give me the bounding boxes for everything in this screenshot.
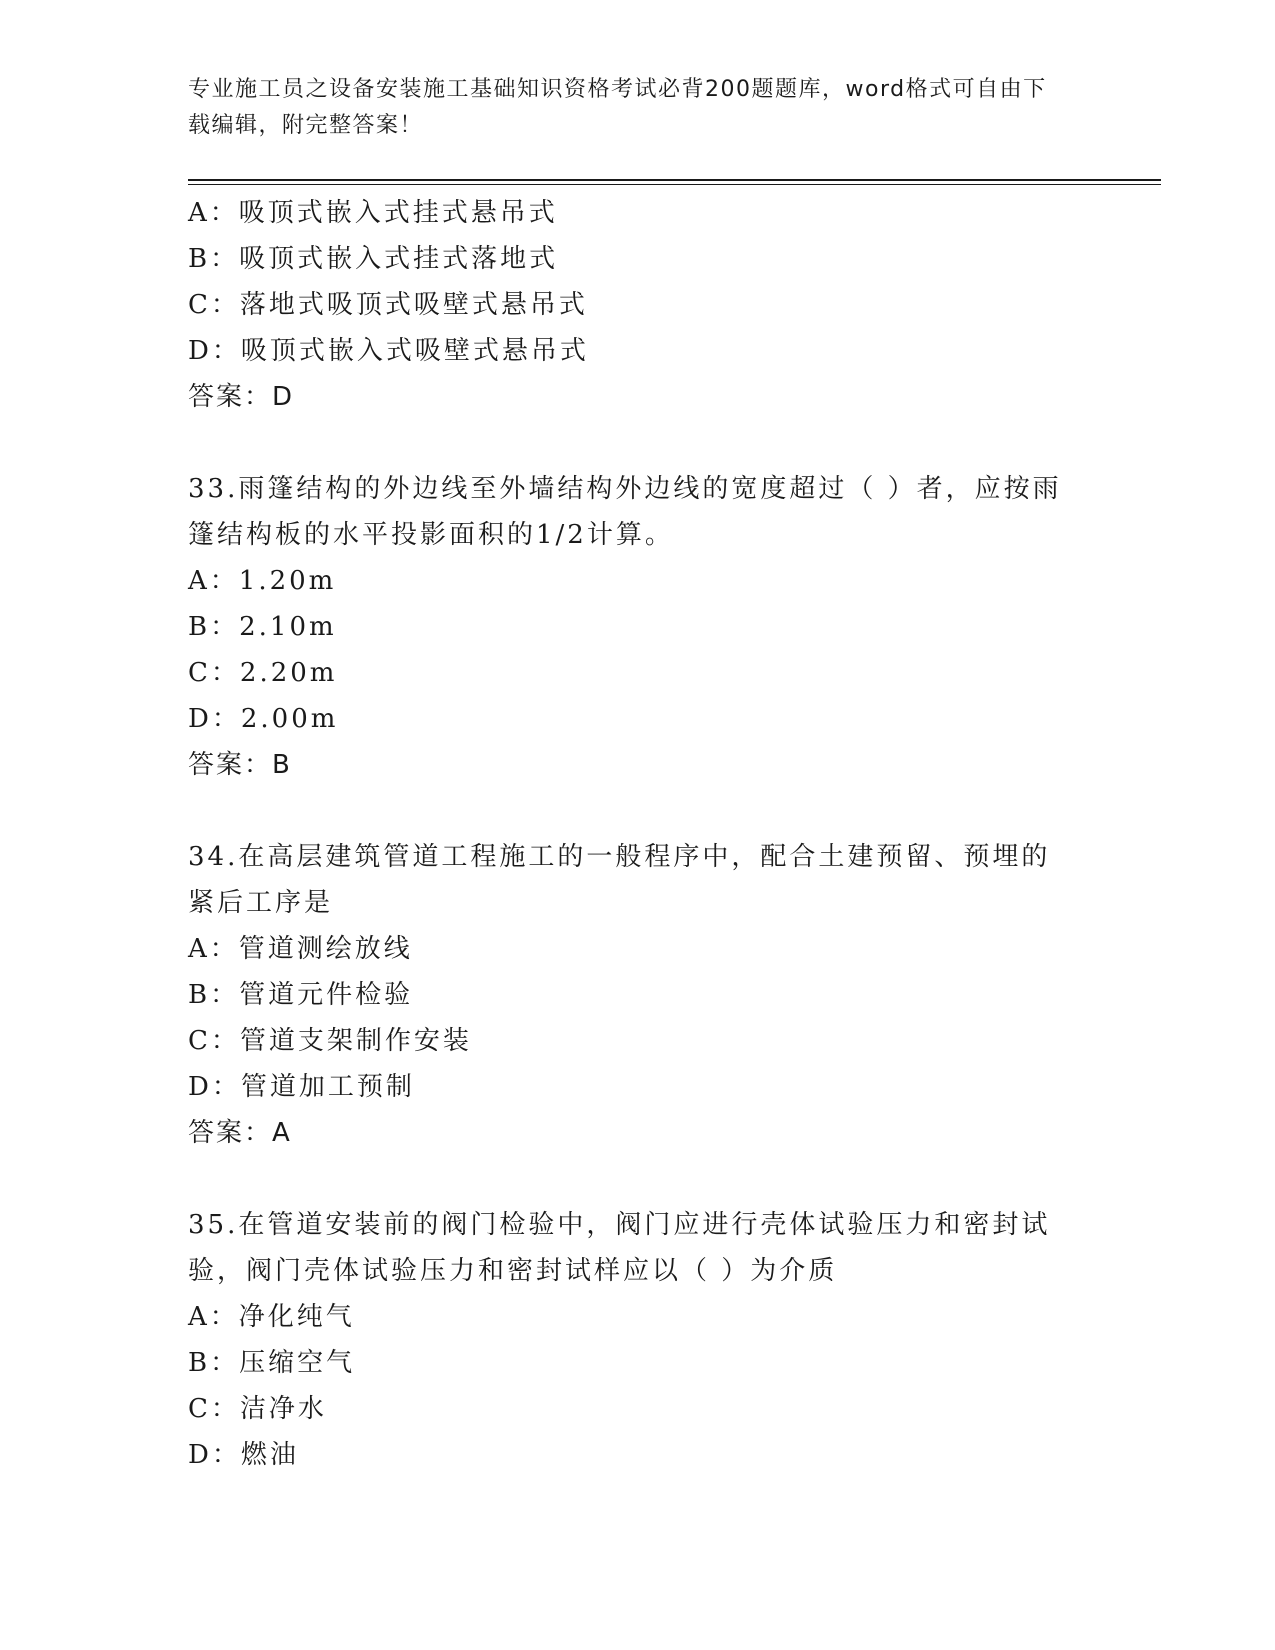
option-d: [188, 696, 1088, 742]
question-body: 在管道安装前的阀门检验中，阀门应进行壳体试验压力和密封试验，阀门壳体试验压力和密封试样应以（ ）为介质: [188, 1210, 1051, 1286]
option-label: D：: [188, 1440, 241, 1470]
option-label: B：: [188, 244, 240, 274]
option-text: 1.20m: [238, 566, 337, 596]
page-header: [188, 72, 1068, 144]
option-text: 洁净水: [239, 1394, 327, 1424]
option-label: D：: [188, 336, 241, 366]
option-text: 管道支架制作安装: [239, 1026, 472, 1056]
option-a: [188, 926, 1088, 972]
option-c: [188, 1386, 1088, 1432]
answer: 答案：B: [188, 750, 292, 780]
option-text: 2.00m: [240, 704, 339, 734]
question-33: [188, 466, 1088, 788]
question-list: [188, 190, 1088, 1478]
question-text: [188, 466, 1078, 558]
option-text: 吸顶式嵌入式吸壁式悬吊式: [240, 336, 589, 366]
question-number: 35.: [188, 1210, 239, 1240]
option-b: [188, 236, 1088, 282]
option-c: [188, 282, 1088, 328]
option-c: [188, 1018, 1088, 1064]
option-label: A：: [188, 1302, 239, 1332]
option-label: C：: [188, 658, 240, 688]
option-text: 燃油: [240, 1440, 299, 1470]
option-a: [188, 190, 1088, 236]
option-text: 2.10m: [239, 612, 337, 642]
option-text: 吸顶式嵌入式挂式悬吊式: [238, 198, 558, 228]
question-text: [188, 834, 1078, 926]
option-label: A：: [188, 566, 239, 596]
option-text: 落地式吸顶式吸壁式悬吊式: [239, 290, 588, 320]
option-text: 管道加工预制: [240, 1072, 415, 1102]
question-35: [188, 1202, 1088, 1478]
option-text: 管道元件检验: [239, 980, 414, 1010]
header-rule-thin: [188, 184, 1161, 185]
question-number: 34.: [188, 842, 239, 872]
option-b: [188, 972, 1088, 1018]
header-rule-thick: [188, 179, 1161, 181]
option-b: [188, 1340, 1088, 1386]
question-number: 33.: [188, 474, 239, 504]
option-a: [188, 558, 1088, 604]
option-label: B：: [188, 1348, 240, 1378]
option-label: D：: [188, 704, 241, 734]
option-text: 管道测绘放线: [238, 934, 413, 964]
option-label: A：: [188, 934, 239, 964]
option-label: C：: [188, 1394, 240, 1424]
option-label: A：: [188, 198, 239, 228]
question-text: [188, 1202, 1078, 1294]
option-text: 2.20m: [239, 658, 338, 688]
question-32: [188, 190, 1088, 420]
option-label: B：: [188, 980, 240, 1010]
answer: 答案：A: [188, 1118, 292, 1148]
option-a: [188, 1294, 1088, 1340]
option-label: C：: [188, 1026, 240, 1056]
question-body: 雨篷结构的外边线至外墙结构外边线的宽度超过（ ）者，应按雨篷结构板的水平投影面积的1/2计算。: [188, 474, 1062, 550]
option-d: [188, 328, 1088, 374]
question-34: [188, 834, 1088, 1156]
option-label: C：: [188, 290, 240, 320]
option-label: D：: [188, 1072, 241, 1102]
answer: 答案：D: [188, 382, 295, 412]
option-d: [188, 1432, 1088, 1478]
option-text: 吸顶式嵌入式挂式落地式: [239, 244, 559, 274]
option-b: [188, 604, 1088, 650]
option-label: B：: [188, 612, 240, 642]
option-d: [188, 1064, 1088, 1110]
option-text: 压缩空气: [239, 1348, 356, 1378]
option-c: [188, 650, 1088, 696]
document-title: 专业施工员之设备安装施工基础知识资格考试必背200题题库，word格式可自由下载编辑，附完整答案！: [188, 77, 1047, 138]
question-body: 在高层建筑管道工程施工的一般程序中，配合土建预留、预埋的紧后工序是: [188, 842, 1051, 918]
option-text: 净化纯气: [238, 1302, 355, 1332]
